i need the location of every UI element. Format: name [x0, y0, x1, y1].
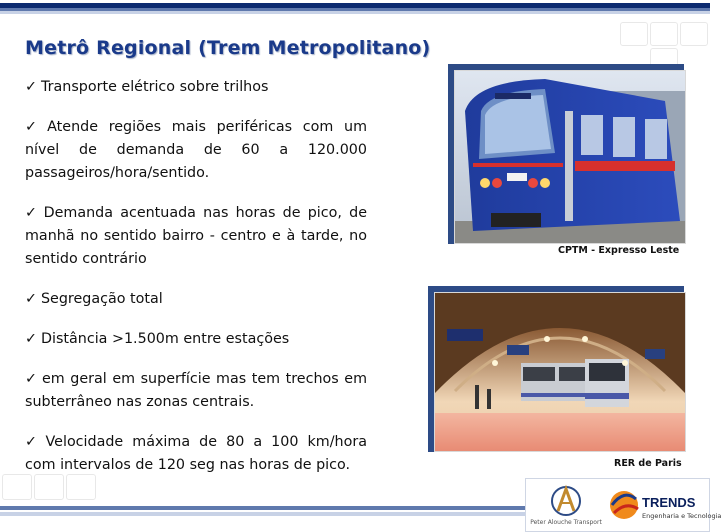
check-icon: ✓	[25, 291, 37, 307]
photo-cptm-train	[454, 70, 686, 244]
photo-rer-station	[434, 292, 686, 452]
trends-logo-icon	[608, 485, 640, 525]
logo-peter-alouche: Peter Alouche Transport	[530, 483, 602, 529]
check-icon: ✓	[25, 79, 37, 95]
station-illustration	[435, 293, 685, 451]
photo-rer-caption: RER de Paris	[614, 458, 682, 469]
bullet-item: ✓ em geral em superfície mas tem trechos em subterrâneo nas zonas centrais.	[25, 371, 367, 410]
train-illustration	[455, 71, 685, 243]
slide-title: Metrô Regional (Trem Metropolitano)	[25, 37, 431, 59]
check-icon: ✓	[25, 119, 44, 135]
footer-logos	[525, 478, 721, 532]
check-icon: ✓	[25, 331, 37, 347]
bullet-item: ✓ Atende regiões mais periféricas com um nível de demanda de 60 a 120.000 passageiros/hora/sentido.	[25, 119, 367, 181]
photo-cptm-caption: CPTM - Expresso Leste	[558, 245, 680, 256]
photo-cptm-frame	[448, 64, 688, 248]
decorative-grid-top-right	[620, 18, 710, 68]
logo-trends: TRENDS Engenharia e Tecnologia	[608, 483, 708, 529]
bullet-list	[25, 76, 367, 494]
check-icon: ✓	[25, 434, 42, 450]
check-icon: ✓	[25, 371, 38, 387]
bullet-item: ✓ Velocidade máxima de 80 a 100 km/hora com intervalos de 120 seg nas horas de pico.	[25, 434, 367, 473]
top-stripe	[0, 0, 710, 16]
bullet-item: ✓ Transporte elétrico sobre trilhos	[25, 79, 269, 95]
bullet-item: ✓ Distância >1.500m entre estações	[25, 331, 290, 347]
photo-rer-frame	[428, 286, 688, 456]
peter-alouche-logo-icon	[530, 483, 602, 519]
check-icon: ✓	[25, 205, 40, 221]
bullet-item: ✓ Segregação total	[25, 291, 163, 307]
bullet-item: ✓ Demanda acentuada nas horas de pico, de manhã no sentido bairro - centro e à tarde, no sentido contrário	[25, 205, 367, 267]
